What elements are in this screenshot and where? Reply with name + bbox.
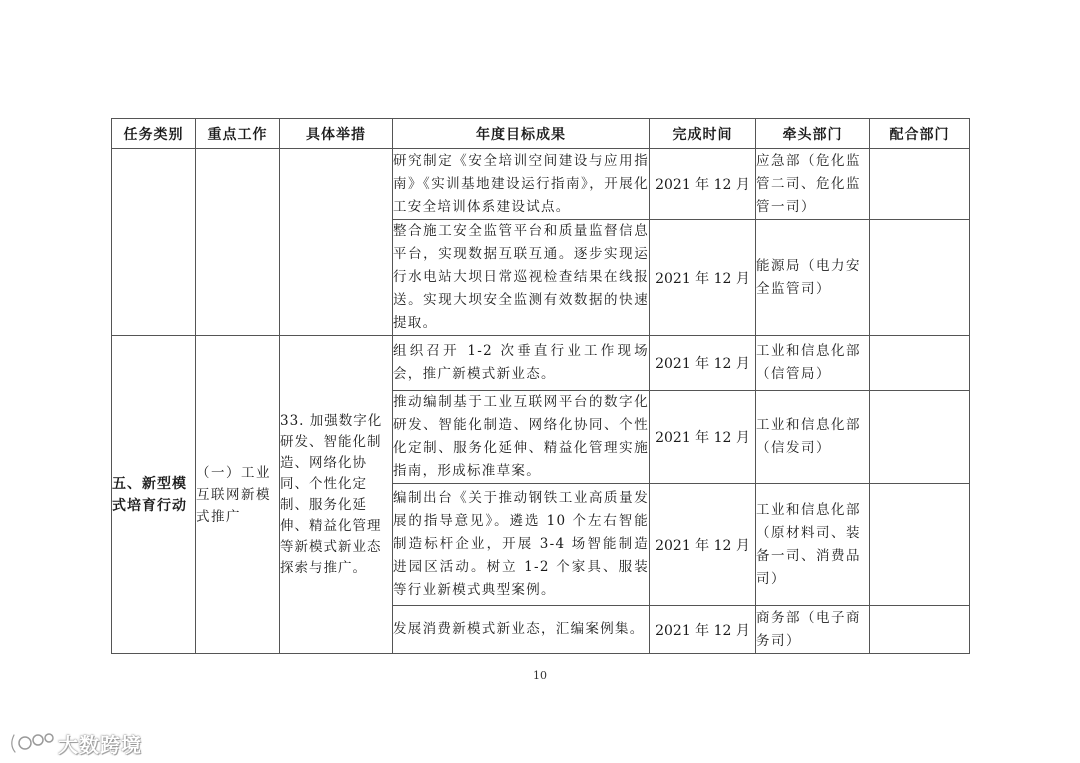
category-cell-empty <box>112 149 196 336</box>
completion-time-cell: 2021 年 12 月 <box>650 484 756 606</box>
cooperating-department-cell <box>870 484 970 606</box>
cooperating-department-cell <box>870 220 970 336</box>
measure-cell-empty <box>280 149 393 336</box>
brand-logo-icon <box>8 729 56 757</box>
header-annual-goal: 年度目标成果 <box>393 119 650 149</box>
goal-cell: 编制出台《关于推动钢铁工业高质量发展的指导意见》。遴选 10 个左右智能制造标杆企业，开展 3-4 场智能制造进园区活动。树立 1-2 个家具、服装等行业新模式典型案例。 <box>393 484 650 606</box>
completion-time-cell: 2021 年 12 月 <box>650 606 756 654</box>
goal-cell: 研究制定《安全培训空间建设与应用指南》《实训基地建设运行指南》，开展化工安全培训体系建设试点。 <box>393 149 650 220</box>
key-work-cell: （一）工业互联网新模式推广 <box>196 336 280 654</box>
header-cooperating-department: 配合部门 <box>870 119 970 149</box>
header-lead-department: 牵头部门 <box>756 119 870 149</box>
lead-department-cell: 商务部（电子商务司） <box>756 606 870 654</box>
cooperating-department-cell <box>870 391 970 484</box>
cooperating-department-cell <box>870 336 970 391</box>
lead-department-cell: 工业和信息化部（原材料司、装备一司、消费品司） <box>756 484 870 606</box>
header-specific-measures: 具体举措 <box>280 119 393 149</box>
specific-measure-cell: 33. 加强数字化研发、智能化制造、网络化协同、个性化定制、服务化延伸、精益化管理等新模式新业态探索与推广。 <box>280 336 393 654</box>
goal-cell: 组织召开 1-2 次垂直行业工作现场会，推广新模式新业态。 <box>393 336 650 391</box>
watermark-text: 大数跨境 <box>58 732 142 757</box>
lead-department-cell: 应急部（危化监管二司、危化监管一司） <box>756 149 870 220</box>
completion-time-cell: 2021 年 12 月 <box>650 220 756 336</box>
lead-department-cell: 工业和信息化部（信发司） <box>756 391 870 484</box>
goal-cell: 整合施工安全监管平台和质量监督信息平台，实现数据互联互通。逐步实现运行水电站大坝日常巡视检查结果在线报送。实现大坝安全监测有效数据的快速提取。 <box>393 220 650 336</box>
header-completion-time: 完成时间 <box>650 119 756 149</box>
table-row <box>112 336 970 391</box>
lead-department-cell: 工业和信息化部（信管局） <box>756 336 870 391</box>
page-number: 10 <box>533 669 547 682</box>
lead-department-cell: 能源局（电力安全监管司） <box>756 220 870 336</box>
goal-cell: 推动编制基于工业互联网平台的数字化研发、智能化制造、网络化协同、个性化定制、服务化延伸、精益化管理实施指南，形成标准草案。 <box>393 391 650 484</box>
completion-time-cell: 2021 年 12 月 <box>650 149 756 220</box>
key-work-cell-empty <box>196 149 280 336</box>
cooperating-department-cell <box>870 606 970 654</box>
header-task-category: 任务类别 <box>112 119 196 149</box>
watermark <box>8 728 142 758</box>
completion-time-cell: 2021 年 12 月 <box>650 336 756 391</box>
cooperating-department-cell <box>870 149 970 220</box>
goal-cell: 发展消费新模式新业态，汇编案例集。 <box>393 606 650 654</box>
completion-time-cell: 2021 年 12 月 <box>650 391 756 484</box>
task-table <box>111 118 970 654</box>
table-row <box>112 149 970 220</box>
table-header-row <box>112 119 970 149</box>
header-key-work: 重点工作 <box>196 119 280 149</box>
task-category-cell: 五、新型模式培育行动 <box>112 336 196 654</box>
